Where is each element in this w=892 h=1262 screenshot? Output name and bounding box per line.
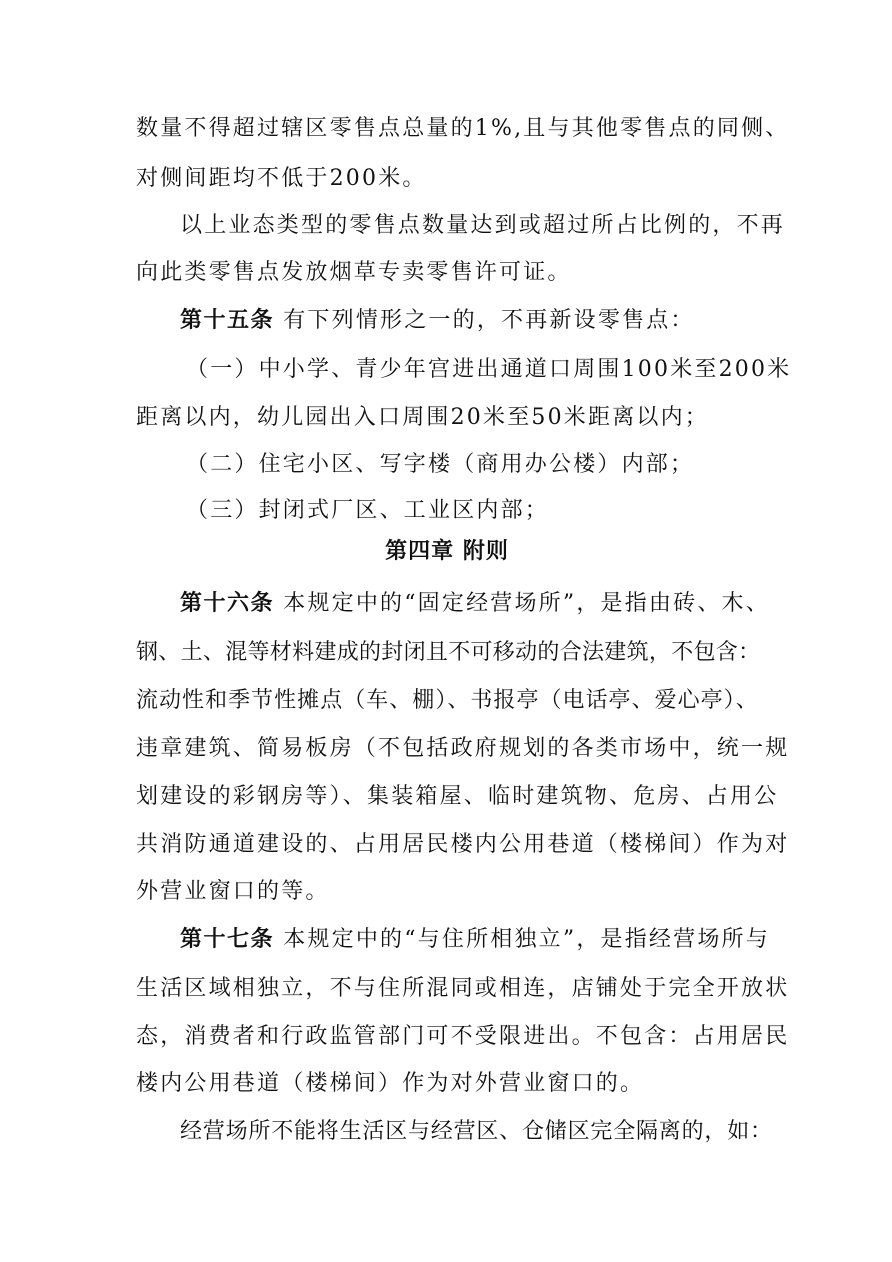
text-line: 流动性和季节性摊点（车、棚）、书报亭（电话亭、爱心亭）、 — [136, 688, 758, 713]
text-line: 距离以内，幼儿园出入口周围20米至50米距离以内； — [136, 405, 709, 430]
text-line: 本规定中的“固定经营场所”，是指由砖、木、 — [283, 591, 770, 616]
article-15-title: 第十五条 — [180, 308, 275, 333]
chapter-heading: 第四章 附则 — [385, 539, 509, 564]
article-16-title: 第十六条 — [180, 591, 275, 616]
text-line: 共消防通道建设的、占用居民楼内公用巷道（楼梯间）作为对 — [136, 832, 790, 857]
article-16-paragraph — [180, 589, 770, 619]
text-line: 以上业态类型的零售点数量达到或超过所占比例的，不再 — [180, 213, 786, 238]
text-line: 数量不得超过辖区零售点总量的1%,且与其他零售点的同侧、 — [136, 116, 790, 141]
text-line: （三）封闭式厂区、工业区内部； — [186, 498, 550, 523]
text-line: 本规定中的“与住所相独立”，是指经营场所与 — [283, 927, 770, 952]
article-15-paragraph — [180, 306, 758, 336]
text-line: 对侧间距均不低于200米。 — [136, 166, 427, 191]
text-line: 钢、土、混等材料建成的封闭且不可移动的合法建筑，不包含： — [136, 640, 761, 665]
article-17-paragraph — [180, 925, 770, 955]
text-line: 有下列情形之一的，不再新设零售点： — [283, 308, 695, 333]
text-line: 经营场所不能将生活区与经营区、仓储区完全隔离的，如： — [180, 1119, 773, 1144]
text-line: 生活区域相独立，不与住所混同或相连，店铺处于完全开放状 — [136, 976, 790, 1001]
text-line: （一）中小学、青少年宫进出通道口周围100米至200米 — [186, 357, 792, 382]
text-line: 态，消费者和行政监管部门可不受限进出。不包含：占用居民 — [136, 1024, 790, 1049]
text-line: （二）住宅小区、写字楼（商用办公楼）内部； — [186, 452, 695, 477]
text-line: 划建设的彩钢房等）、集装箱屋、临时建筑物、危房、占用公 — [136, 784, 779, 809]
text-line: 违章建筑、简易板房（不包括政府规划的各类市场中，统一规 — [136, 736, 790, 761]
text-line: 向此类零售点发放烟草专卖零售许可证。 — [136, 260, 572, 285]
article-17-title: 第十七条 — [180, 927, 275, 952]
text-line: 楼内公用巷道（楼梯间）作为对外营业窗口的。 — [136, 1071, 645, 1096]
text-line: 外营业窗口的等。 — [136, 879, 330, 904]
